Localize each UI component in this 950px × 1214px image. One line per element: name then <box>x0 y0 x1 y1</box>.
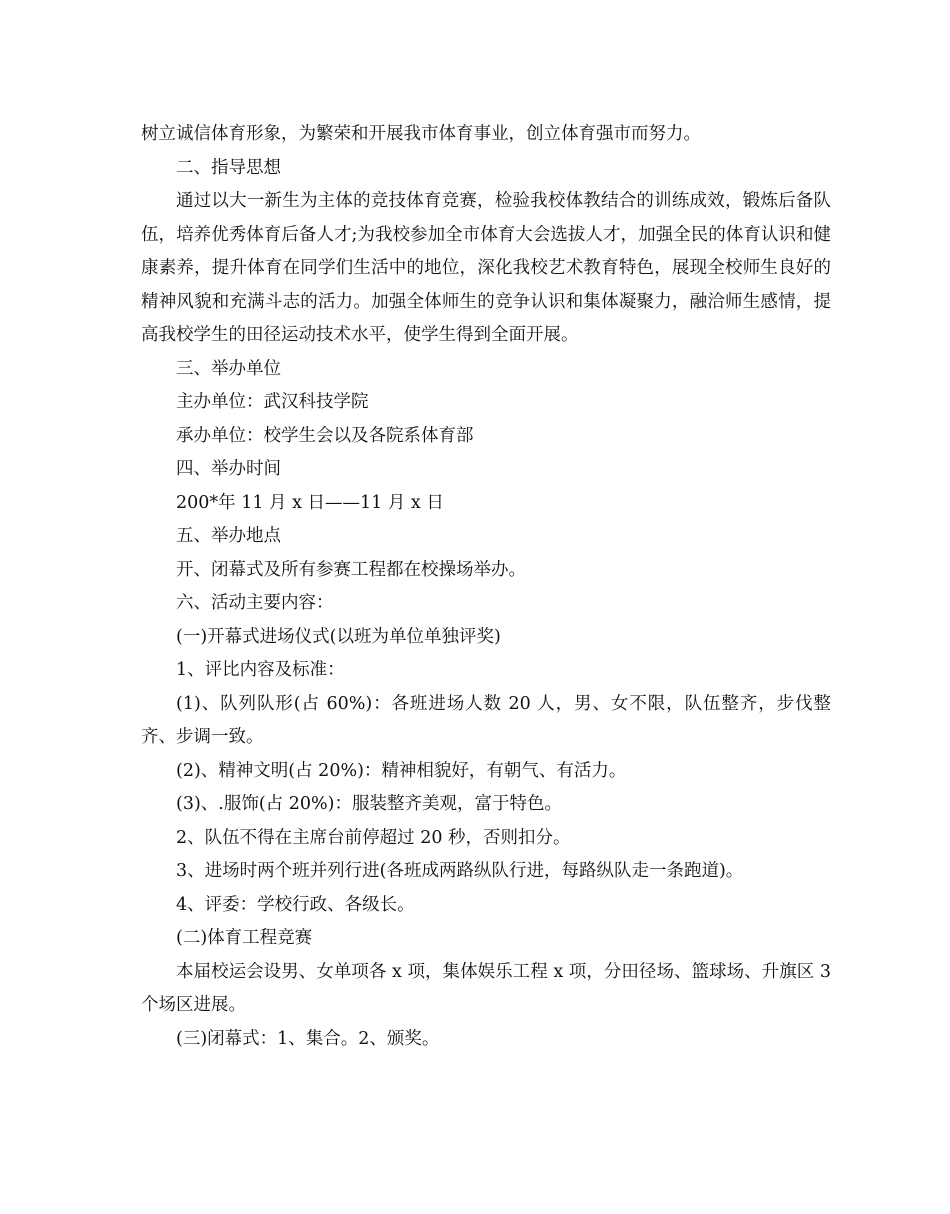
rule-parallel-march: 3、进场时两个班并列行进(各班成两路纵队行进，每路纵队走一条跑道)。 <box>176 861 744 881</box>
section-heading-organizers: 三、举办单位 <box>176 358 281 379</box>
criteria-heading: 1、评比内容及标准： <box>176 660 345 680</box>
paragraph-competitions: 本届校运会设男、女单项各 x 项，集体娱乐工程 x 项，分田径场、篮球场、升旗区 3 个场区进展。 <box>141 961 831 1015</box>
paragraph-continuation: 树立诚信体育形象，为繁荣和开展我市体育事业，创立体育强市而努力。 <box>141 124 701 144</box>
section-heading-activities: 六、活动主要内容： <box>176 593 334 613</box>
paragraph-guiding-idea: 通过以大一新生为主体的竞技体育竞赛，检验我校体教结合的训练成效，锻炼后备队伍，培养优秀体育后备人才;为我校参加全市体育大会选拔人才，加强全民的体育认识和健康素养，提升体育在同学们生活中的地位，深化我校艺术教育特色，展现全校师生良好的精神风貌和充满斗志的活力。加强全体师生的竞争认识和集体凝聚力，融洽师生感情，提高我校学生的田径运动技术水平，使学生得到全面开展。 <box>141 191 831 345</box>
section-heading-venue: 五、举办地点 <box>176 526 281 546</box>
criteria-item-formation: (1)、队列队形(占 60%)：各班进场人数 20 人，男、女不限，队伍整齐，步伐整齐、步调一致。 <box>141 693 831 747</box>
criteria-item-spirit: (2)、精神文明(占 20%)：精神相貌好，有朝气、有活力。 <box>176 760 627 781</box>
subsection-opening-ceremony: (一)开幕式进场仪式(以班为单位单独评奖) <box>176 626 501 647</box>
rule-no-stopping: 2、队伍不得在主席台前停超过 20 秒，否则扣分。 <box>176 827 571 848</box>
subsection-closing-ceremony: (三)闭幕式：1、集合。2、颁奖。 <box>176 1028 440 1049</box>
section-heading-guiding-idea: 二、指导思想 <box>176 157 281 178</box>
event-date: 200*年 11 月 x 日——11 月 x 日 <box>176 492 444 513</box>
organizer-undertaker: 承办单位：校学生会以及各院系体育部 <box>176 425 474 446</box>
rule-judges: 4、评委：学校行政、各级长。 <box>176 894 415 915</box>
document-body <box>141 118 831 1056</box>
subsection-competitions: (二)体育工程竞赛 <box>176 928 313 948</box>
event-venue: 开、闭幕式及所有参赛工程都在校操场举办。 <box>176 559 526 580</box>
section-heading-time: 四、举办时间 <box>176 459 281 479</box>
criteria-item-costume: (3)、.服饰(占 20%)：服装整齐美观，富于特色。 <box>176 794 562 814</box>
organizer-host: 主办单位：武汉科技学院 <box>176 392 369 412</box>
